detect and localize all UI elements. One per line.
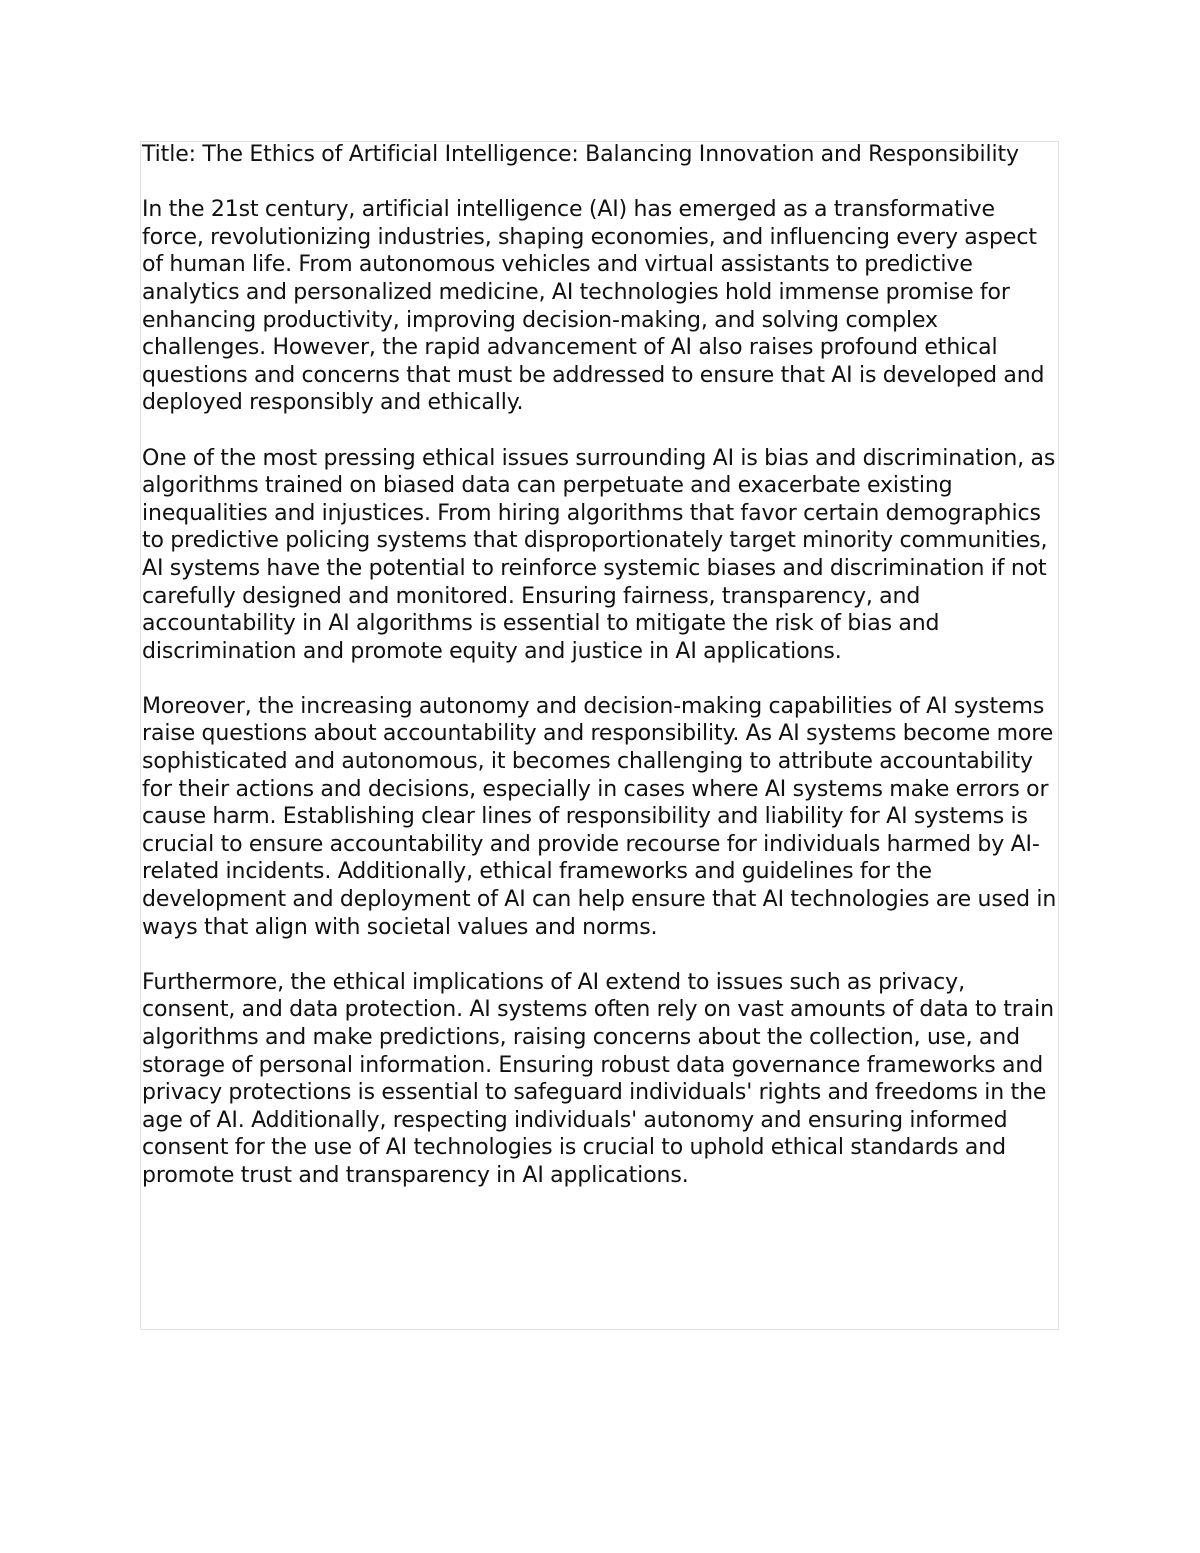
paragraph-1: In the 21st century, artificial intelligence (AI) has emerged as a transformative force, revolutionizing industries, shaping economies, and influencing every aspect of human life. From autonomous vehicles and virtual assistants to predictive analytics and personalized medicine, AI technologies hold immense promise for enhancing productivity, improving decision-making, and solving complex challenges. However, the rapid advancement of AI also raises profound ethical questions and concerns that must be addressed to ensure that AI is developed and deployed responsibly and ethically. <box>142 197 1045 416</box>
paragraph-2: One of the most pressing ethical issues surrounding AI is bias and discrimination, as algorithms trained on biased data can perpetuate and exacerbate existing inequalities and injustices. From hiring algorithms that favor certain demographics to predictive policing systems that disproportionately target minority communities, AI systems have the potential to reinforce systemic biases and discrimination if not carefully designed and monitored. Ensuring fairness, transparency, and accountability in AI algorithms is essential to mitigate the risk of bias and discrimination and promote equity and justice in AI applications. <box>142 445 1056 664</box>
document-text-box <box>142 141 1058 1190</box>
paragraph-3: Moreover, the increasing autonomy and decision-making capabilities of AI systems raise questions about accountability and responsibility. As AI systems become more sophisticated and autonomous, it becomes challenging to attribute accountability for their actions and decisions, especially in cases where AI systems make errors or cause harm. Establishing clear lines of responsibility and liability for AI systems is crucial to ensure accountability and provide recourse for individuals harmed by AI-related incidents. Additionally, ethical frameworks and guidelines for the development and deployment of AI can help ensure that AI technologies are used in ways that align with societal values and norms. <box>142 693 1057 940</box>
paragraph-4: Furthermore, the ethical implications of AI extend to issues such as privacy, consent, and data protection. AI systems often rely on vast amounts of data to train algorithms and make predictions, raising concerns about the collection, use, and storage of personal information. Ensuring robust data governance frameworks and privacy protections is essential to safeguard individuals' rights and freedoms in the age of AI. Additionally, respecting individuals' autonomy and ensuring informed consent for the use of AI technologies is crucial to uphold ethical standards and promote trust and transparency in AI applications. <box>142 969 1054 1188</box>
document-title: Title: The Ethics of Artificial Intelligence: Balancing Innovation and Responsibility <box>142 142 1019 167</box>
